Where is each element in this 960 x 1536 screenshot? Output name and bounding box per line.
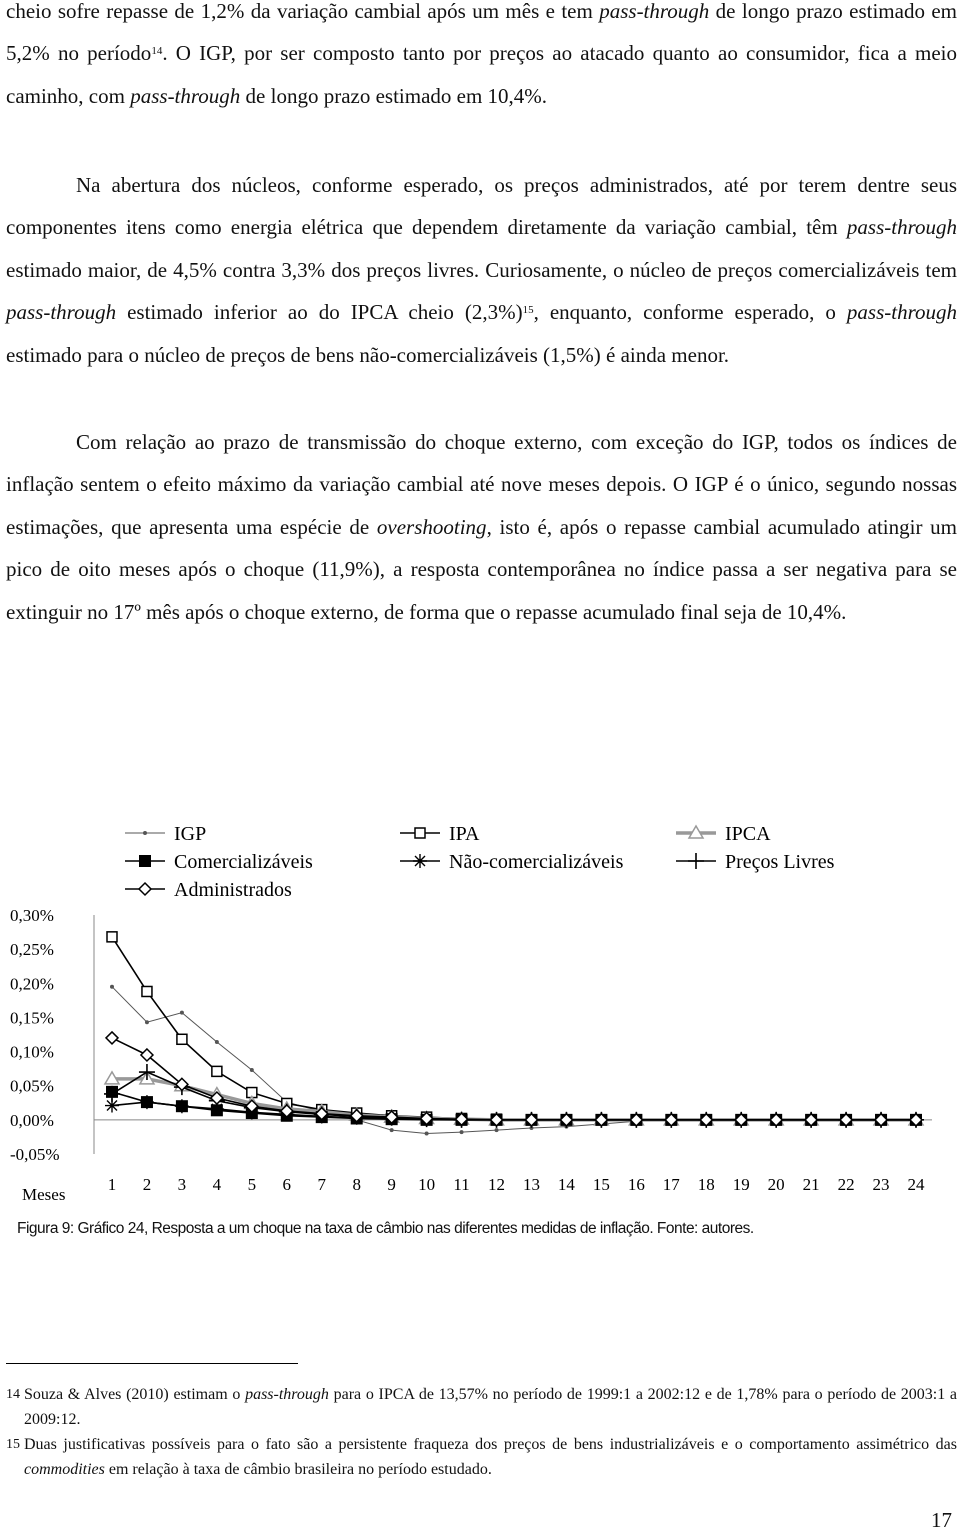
x-tick-label: 13 (522, 1175, 540, 1194)
legend-label: Administrados (174, 879, 292, 901)
data-point (215, 1040, 219, 1044)
data-point (177, 1034, 187, 1044)
series-line (112, 1079, 916, 1120)
figure-caption: Figura 9: Gráfico 24, Resposta a um choque na taxa de câmbio nas diferentes medidas de inflação. Fonte: autores. (17, 1220, 754, 1237)
legend-marker (413, 854, 427, 868)
text: de longo prazo estimado em 10,4%. (240, 83, 548, 108)
x-tick-label: 2 (142, 1175, 152, 1194)
footnote-divider (6, 1363, 298, 1364)
series-igp (110, 985, 918, 1136)
paragraph-2 (6, 164, 957, 376)
x-tick-label: 4 (212, 1175, 222, 1194)
y-axis-tick-labels (10, 906, 60, 1164)
x-tick-label: 22 (837, 1175, 855, 1194)
legend-marker (415, 828, 425, 838)
data-point (460, 1130, 464, 1134)
x-tick-label: 11 (453, 1175, 470, 1194)
data-point (180, 1011, 184, 1015)
x-tick-label: 6 (282, 1175, 292, 1194)
footnote-ref[interactable]: 14 (151, 45, 163, 58)
x-tick-label: 9 (387, 1175, 396, 1194)
series-line (112, 1102, 916, 1120)
x-tick-label: 17 (662, 1175, 680, 1194)
x-tick-label: 14 (557, 1175, 575, 1194)
italic-term: overshooting (376, 514, 487, 539)
series-line (112, 1072, 916, 1120)
text: cheio sofre repasse de 1,2% da variação cambial após um mês e tem (6, 0, 600, 23)
footnote-ref[interactable]: 15 (522, 304, 534, 317)
data-point (250, 1068, 254, 1072)
legend-label: Comercializáveis (174, 851, 313, 873)
text: . O IGP, por ser composto tanto por preços ao atacado quanto ao consumidor, fica a meio caminho, com (6, 41, 957, 108)
legend-marker (139, 883, 151, 895)
footnote-number: 15 (6, 1437, 20, 1452)
x-axis-label: Meses (22, 1185, 66, 1204)
page-number: 17 (931, 1508, 952, 1532)
data-point (495, 1128, 499, 1132)
response-line-chart (0, 800, 960, 1220)
x-tick-label: 19 (732, 1175, 750, 1194)
text: , isto é, após o repasse cambial acumulado atingir um pico de oito meses após o choque (11,9%), a resposta contemporânea no índice passa a ser negativa para se extinguir no 17º mês após o choque externo, de forma que o repasse acumulado final seja de 10,4%. (6, 514, 957, 624)
x-tick-label: 5 (247, 1175, 257, 1194)
legend-item (125, 823, 206, 845)
y-tick-label: 0,25% (10, 940, 54, 960)
y-tick-label: 0,10% (10, 1042, 54, 1062)
chart-legend (125, 823, 835, 901)
legend-item (400, 823, 480, 845)
text: estimado inferior ao do IPCA cheio (2,3%) (116, 300, 523, 325)
x-tick-label: 1 (107, 1175, 117, 1194)
text: em relação à taxa de câmbio brasileira no período estudado. (104, 1460, 492, 1478)
italic-term: pass-through (846, 300, 957, 325)
legend-label: Não-comercializáveis (449, 851, 624, 873)
footnote-15 (6, 1433, 957, 1482)
legend-item (676, 851, 835, 873)
series-line (112, 1038, 916, 1120)
data-point (106, 1032, 118, 1044)
text: estimado para o núcleo de preços de bens não-comercializáveis (1,5%) é ainda menor. (6, 342, 730, 367)
italic-term: pass-through (130, 83, 241, 108)
footnote-number: 14 (6, 1387, 20, 1402)
text: , enquanto, conforme esperado, o (533, 300, 847, 325)
x-tick-label: 23 (872, 1175, 890, 1194)
x-tick-label: 15 (592, 1175, 610, 1194)
data-point (145, 1020, 149, 1024)
y-tick-label: 0,15% (10, 1008, 54, 1028)
x-axis-tick-labels (108, 1175, 925, 1194)
y-tick-label: -0,05% (10, 1145, 60, 1164)
legend-label: IPA (449, 823, 480, 845)
text: Na abertura dos núcleos, conforme esperado, os preços administrados, até por terem dentre seus componentes itens como energia elétrica que dependem diretamente da variação cambial, têm (6, 173, 957, 240)
data-point (110, 985, 114, 989)
x-tick-label: 16 (627, 1175, 645, 1194)
data-point (107, 932, 117, 942)
paragraph-3 (6, 421, 957, 633)
x-tick-label: 3 (177, 1175, 187, 1194)
italic-term: pass-through (846, 215, 957, 240)
text: para o IPCA de 13,57% no período de 1999:1 a 2002:12 e de 1,78% para o período de 2003:1 a 2009:12. (24, 1386, 957, 1428)
data-point (140, 1095, 154, 1109)
legend-marker (143, 831, 147, 835)
y-tick-label: 0,05% (10, 1076, 54, 1096)
data-point (212, 1066, 222, 1076)
italic-term: pass-through (6, 300, 117, 325)
y-tick-label: 0,30% (10, 906, 54, 925)
chart-series (104, 932, 924, 1136)
y-tick-label: 0,20% (10, 974, 54, 994)
italic-term: pass-through (245, 1386, 329, 1403)
legend-label: IGP (174, 823, 207, 845)
paragraph-1 (6, 0, 957, 117)
legend-label: Preços Livres (725, 851, 835, 873)
text: Duas justificativas possíveis para o fato são a persistente fraqueza dos preços de bens industrializáveis e o comportamento assimétrico das (24, 1436, 957, 1453)
text: Com relação ao prazo de transmissão do choque externo, com exceção do IGP, todos os índices de inflação sentem o efeito máximo da variação cambial até nove meses depois. O IGP é o único, segundo nossas estimações, que apresenta uma espécie de (6, 430, 957, 539)
series-ipca (105, 1072, 923, 1125)
legend-item (676, 823, 771, 845)
x-tick-label: 18 (697, 1175, 715, 1194)
data-point (390, 1128, 394, 1132)
y-tick-label: 0,00% (10, 1110, 54, 1130)
legend-marker (688, 853, 704, 869)
italic-term: commodities (24, 1460, 105, 1478)
series-line (112, 1092, 916, 1120)
x-tick-label: 20 (767, 1175, 785, 1194)
series-line (112, 937, 916, 1120)
x-tick-label: 8 (352, 1175, 361, 1194)
x-tick-label: 24 (907, 1175, 925, 1194)
x-tick-label: 7 (317, 1175, 326, 1194)
legend-item (400, 851, 624, 873)
text: de longo prazo estimado em 5,2% no período (6, 0, 957, 66)
legend-item (125, 879, 292, 901)
data-point (175, 1099, 189, 1113)
x-tick-label: 21 (802, 1175, 820, 1194)
legend-marker (139, 855, 151, 867)
x-tick-label: 10 (418, 1175, 436, 1194)
text: Souza & Alves (2010) estimam o (24, 1386, 246, 1403)
data-point (425, 1132, 429, 1136)
legend-label: IPCA (725, 823, 771, 845)
data-point (142, 986, 152, 996)
x-tick-label: 12 (488, 1175, 506, 1194)
italic-term: pass-through (599, 0, 710, 23)
text: estimado maior, de 4,5% contra 3,3% dos preços livres. Curiosamente, o núcleo de preços comercializáveis tem (6, 257, 957, 282)
footnote-14 (6, 1383, 957, 1432)
legend-item (125, 851, 313, 873)
